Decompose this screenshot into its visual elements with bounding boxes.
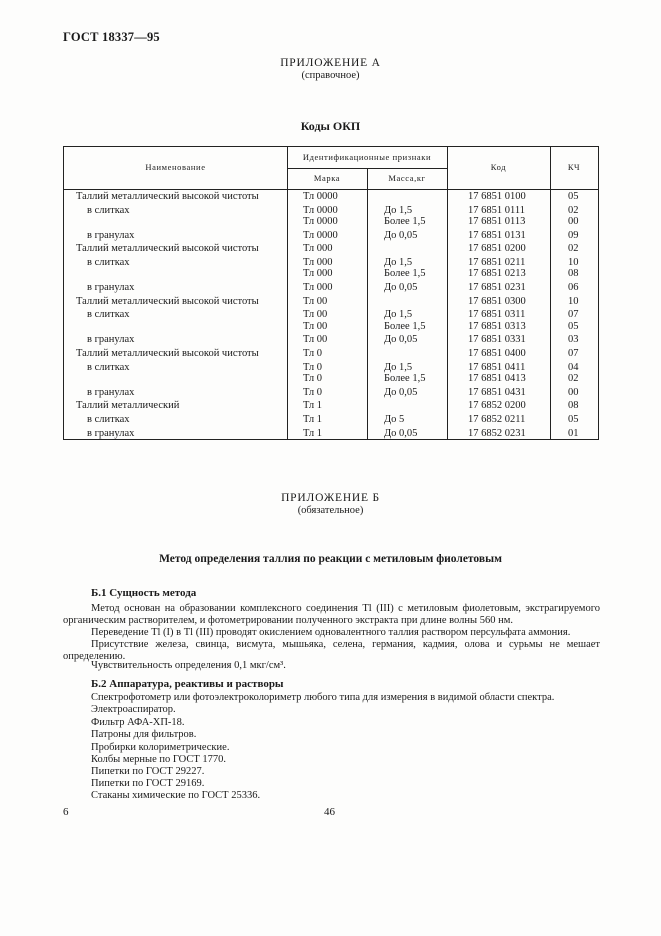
- section-b2-heading: Б.2 Аппаратура, реактивы и растворы: [91, 678, 284, 690]
- cell-mass: До 0,05: [384, 386, 418, 398]
- cell-mass: Более 1,5: [384, 268, 426, 280]
- cell-mark: Тл 0: [303, 386, 323, 398]
- cell-name: в гранулах: [87, 334, 135, 346]
- cell-mass: До 1,5: [384, 361, 413, 373]
- cell-mass: До 5: [384, 414, 405, 426]
- table-title: Коды ОКП: [300, 119, 361, 133]
- cell-mark: Тл 0: [303, 361, 323, 373]
- header-bottom-rule: [64, 189, 598, 190]
- cell-mass: До 1,5: [384, 309, 413, 321]
- page-number-center: 46: [324, 806, 335, 818]
- equipment-item: Пробирки колориметрические.: [91, 742, 230, 753]
- cell-code: 17 6851 0300: [468, 295, 526, 307]
- cell-code: 17 6851 0411: [468, 361, 526, 373]
- table-row: [63, 282, 599, 293]
- cell-name: в слитках: [87, 257, 130, 269]
- header-mass: Масса,кг: [388, 173, 426, 183]
- cell-mass: До 0,05: [384, 427, 418, 439]
- cell-name: Таллий металлический высокой чистоты: [76, 243, 259, 255]
- cell-kch: 07: [568, 348, 579, 360]
- cell-code: 17 6851 0311: [468, 309, 526, 321]
- cell-kch: 02: [568, 243, 579, 255]
- cell-kch: 05: [568, 320, 579, 332]
- cell-name: Таллий металлический высокой чистоты: [76, 348, 259, 360]
- cell-code: 17 6852 0200: [468, 400, 526, 412]
- cell-name: в гранулах: [87, 427, 135, 439]
- cell-name: в гранулах: [87, 229, 135, 241]
- cell-code: 17 6851 0400: [468, 348, 526, 360]
- table-row: [63, 428, 599, 439]
- table-row: [63, 191, 599, 202]
- cell-kch: 10: [568, 295, 579, 307]
- cell-name: в слитках: [87, 414, 130, 426]
- cell-kch: 00: [568, 386, 579, 398]
- cell-code: 17 6851 0313: [468, 320, 526, 332]
- cell-name: Таллий металлический: [76, 400, 180, 412]
- cell-mass: До 1,5: [384, 204, 413, 216]
- cell-name: в слитках: [87, 204, 130, 216]
- paragraph: Переведение Tl (I) в Tl (III) проводят окислением одновалентного таллия раствором персульфата аммония.: [91, 627, 571, 638]
- appendix-b-subtitle: (обязательное): [297, 505, 364, 516]
- cell-mark: Тл 00: [303, 309, 328, 321]
- cell-kch: 01: [568, 427, 579, 439]
- cell-code: 17 6851 0331: [468, 334, 526, 346]
- table-row: [63, 216, 599, 227]
- cell-mark: Тл 0: [303, 373, 323, 385]
- cell-mark: Тл 00: [303, 320, 328, 332]
- table-row: [63, 373, 599, 384]
- cell-name: в слитках: [87, 361, 130, 373]
- table-row: [63, 321, 599, 332]
- equipment-item: Пипетки по ГОСТ 29227.: [91, 766, 205, 777]
- cell-kch: 09: [568, 229, 579, 241]
- equipment-item: Стаканы химические по ГОСТ 25336.: [91, 790, 261, 801]
- cell-name: в гранулах: [87, 386, 135, 398]
- cell-code: 17 6851 0131: [468, 229, 526, 241]
- cell-kch: 00: [568, 215, 579, 227]
- cell-mark: Тл 00: [303, 295, 328, 307]
- appendix-a-subtitle: (справочное): [301, 70, 360, 81]
- cell-mark: Тл 1: [303, 414, 323, 426]
- cell-mass: До 0,05: [384, 334, 418, 346]
- cell-mark: Тл 0000: [303, 215, 338, 227]
- table-row: [63, 230, 599, 241]
- table-row: [63, 362, 599, 373]
- cell-mark: Тл 00: [303, 334, 328, 346]
- equipment-item: Фильтр АФА-ХП-18.: [91, 717, 185, 728]
- table-row: [63, 205, 599, 216]
- section-b1-heading: Б.1 Сущность метода: [91, 587, 197, 599]
- cell-kch: 07: [568, 309, 579, 321]
- cell-mass: Более 1,5: [384, 215, 426, 227]
- cell-mark: Тл 000: [303, 257, 333, 269]
- equipment-item: Колбы мерные по ГОСТ 1770.: [91, 754, 227, 765]
- cell-code: 17 6851 0231: [468, 282, 526, 294]
- appendix-a-title: ПРИЛОЖЕНИЕ А: [280, 57, 381, 69]
- cell-mark: Тл 0000: [303, 204, 338, 216]
- header-identification: Идентификационные признаки: [302, 152, 432, 162]
- cell-mark: Тл 1: [303, 427, 323, 439]
- table-row: [63, 400, 599, 411]
- table-row: [63, 309, 599, 320]
- cell-code: 17 6851 0413: [468, 373, 526, 385]
- cell-mass: Более 1,5: [384, 320, 426, 332]
- cell-code: 17 6851 0113: [468, 215, 526, 227]
- cell-mark: Тл 1: [303, 400, 323, 412]
- cell-mass: Более 1,5: [384, 373, 426, 385]
- cell-name: в слитках: [87, 309, 130, 321]
- cell-kch: 05: [568, 191, 579, 202]
- cell-mark: Тл 0: [303, 348, 323, 360]
- cell-kch: 08: [568, 268, 579, 280]
- cell-mark: Тл 000: [303, 282, 333, 294]
- cell-name: Таллий металлический высокой чистоты: [76, 295, 259, 307]
- cell-kch: 06: [568, 282, 579, 294]
- cell-mark: Тл 000: [303, 243, 333, 255]
- cell-mark: Тл 0000: [303, 191, 338, 202]
- cell-mark: Тл 0000: [303, 229, 338, 241]
- paragraph: Чувствительность определения 0,1 мкг/см³.: [91, 660, 286, 671]
- cell-kch: 02: [568, 204, 579, 216]
- table-row: [63, 243, 599, 254]
- appendix-b-title: ПРИЛОЖЕНИЕ Б: [281, 492, 380, 504]
- equipment-item: Спектрофотометр или фотоэлектроколориметр любого типа для измерения в видимой области спектра.: [91, 692, 555, 703]
- method-title: Метод определения таллия по реакции с метиловым фиолетовым: [159, 553, 502, 565]
- document-code: ГОСТ 18337—95: [63, 30, 160, 44]
- cell-code: 17 6852 0211: [468, 414, 526, 426]
- equipment-item: Патроны для фильтров.: [91, 729, 197, 740]
- header-mark: Марка: [313, 173, 341, 183]
- cell-kch: 02: [568, 373, 579, 385]
- cell-kch: 04: [568, 361, 579, 373]
- header-code: Код: [490, 162, 507, 172]
- cell-mass: До 1,5: [384, 257, 413, 269]
- cell-mass: До 0,05: [384, 282, 418, 294]
- cell-name: Таллий металлический высокой чистоты: [76, 191, 259, 202]
- table-row: [63, 257, 599, 268]
- cell-code: 17 6851 0211: [468, 257, 526, 269]
- table-row: [63, 334, 599, 345]
- cell-mass: До 0,05: [384, 229, 418, 241]
- cell-mark: Тл 000: [303, 268, 333, 280]
- cell-kch: 08: [568, 400, 579, 412]
- header-kch: КЧ: [567, 162, 581, 172]
- header-name: Наименование: [145, 162, 206, 172]
- cell-kch: 05: [568, 414, 579, 426]
- cell-code: 17 6851 0100: [468, 191, 526, 202]
- page-number-left: 6: [63, 806, 69, 818]
- table-row: [63, 348, 599, 359]
- paragraph: Метод основан на образовании комплексного соединения Tl (III) с метиловым фиолетовым, экстрагируемого органическим растворителем, и фотометрировании полученного экстракта при длине волны 560 нм.: [63, 603, 600, 626]
- equipment-item: Пипетки по ГОСТ 29169.: [91, 778, 205, 789]
- cell-code: 17 6851 0431: [468, 386, 526, 398]
- table-row: [63, 296, 599, 307]
- table-row: [63, 414, 599, 425]
- paragraph: Присутствие железа, свинца, висмута, мышьяка, селена, германия, кадмия, олова и сурьмы не мешает определению.: [63, 639, 600, 662]
- table-row: [63, 268, 599, 279]
- cell-code: 17 6851 0111: [468, 204, 525, 216]
- cell-code: 17 6851 0200: [468, 243, 526, 255]
- equipment-item: Электроаспиратор.: [91, 704, 176, 715]
- cell-name: в гранулах: [87, 282, 135, 294]
- table-body: [63, 191, 599, 439]
- cell-kch: 10: [568, 257, 579, 269]
- cell-code: 17 6851 0213: [468, 268, 526, 280]
- cell-code: 17 6852 0231: [468, 427, 526, 439]
- table-row: [63, 387, 599, 398]
- cell-kch: 03: [568, 334, 579, 346]
